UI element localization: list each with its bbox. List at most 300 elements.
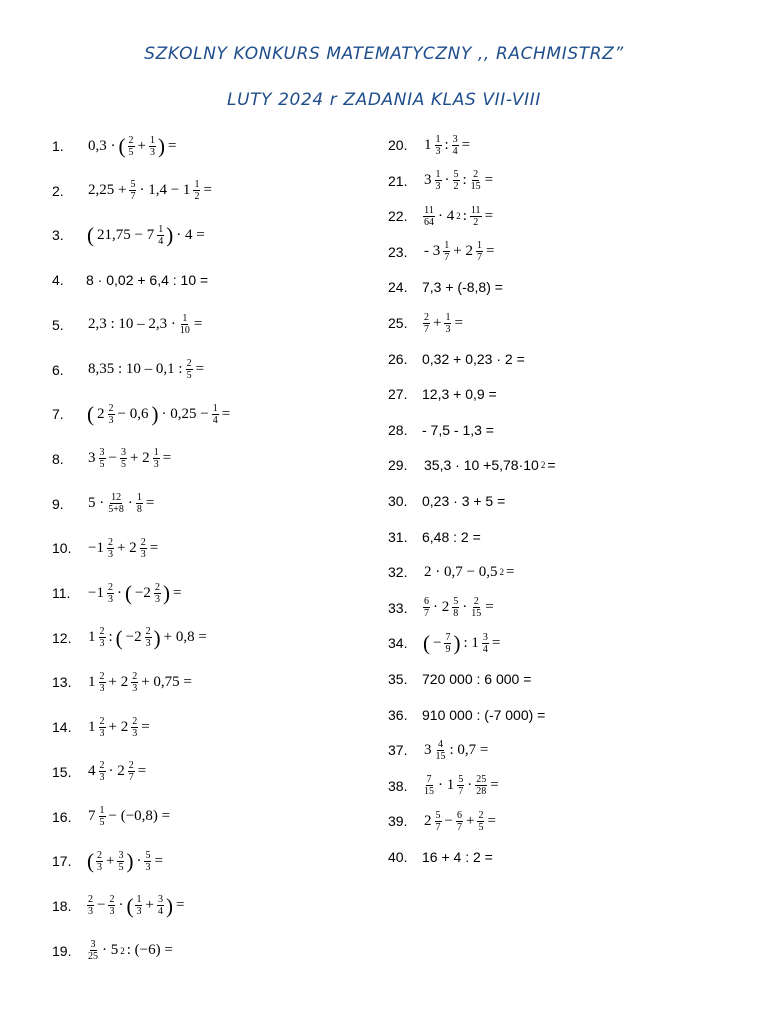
denominator: 3 <box>136 906 142 918</box>
problem-expression <box>422 386 497 402</box>
problem-item <box>52 573 183 613</box>
denominator: 5 <box>99 817 105 828</box>
expression-text: 12,3 + 0,9 = <box>422 386 497 403</box>
problem-item <box>52 484 156 524</box>
expression-part: · 1 <box>438 777 455 794</box>
numerator: 5 <box>458 774 464 786</box>
expression-part: · 2 <box>433 599 450 616</box>
fraction <box>212 403 219 426</box>
fraction <box>145 626 152 649</box>
expression-part: 35,3 · 10 +5,78·10 <box>424 457 539 474</box>
fraction <box>120 447 127 470</box>
expression-part: · 4 = <box>176 226 205 243</box>
expression-part: + <box>137 137 146 154</box>
fraction <box>99 760 106 783</box>
exponent <box>456 211 461 221</box>
fraction <box>87 894 94 917</box>
problem-expression <box>422 774 501 797</box>
expression-part: : 0,7 = <box>449 741 489 758</box>
denominator: 28 <box>476 786 487 798</box>
fraction <box>444 632 451 655</box>
fraction <box>149 135 156 158</box>
problem-item <box>52 528 160 568</box>
problem-number: 32. <box>388 564 408 581</box>
problem-number: 17. <box>52 853 72 870</box>
problem-number: 11. <box>52 585 71 601</box>
numerator: 2 <box>473 596 479 608</box>
problem-number: 23. <box>388 243 408 260</box>
problem-number: 6. <box>52 361 64 378</box>
expression-part: + 2 <box>129 450 150 467</box>
expression-part: : <box>462 207 467 224</box>
fraction <box>423 312 430 335</box>
expression-part: · <box>118 897 124 914</box>
expression-part: + <box>433 314 442 331</box>
problem-item <box>388 588 496 628</box>
expression-part: ( <box>115 625 123 650</box>
expression-part: = <box>487 812 496 829</box>
expression-part: −1 <box>88 584 104 601</box>
numerator: 11 <box>470 204 481 216</box>
expression-part: 3 <box>424 172 432 189</box>
problem-item <box>52 841 165 881</box>
expression-text: 6,48 : 2 = <box>422 528 481 545</box>
problem-expression <box>422 596 496 619</box>
expression-part: 7 <box>88 808 96 824</box>
numerator: 11 <box>424 204 434 216</box>
denominator: 7 <box>444 252 450 264</box>
problem-item <box>388 837 493 877</box>
fraction <box>107 537 114 560</box>
expression-part: 3 <box>88 450 96 467</box>
expression-part: + <box>145 897 154 914</box>
numerator: 1 <box>153 447 159 459</box>
fraction <box>456 810 463 833</box>
expression-part: − <box>433 634 442 651</box>
numerator: 5 <box>145 849 151 861</box>
problem-item <box>388 695 545 735</box>
expression-part: −1 <box>88 539 104 556</box>
expression-part: = <box>461 136 471 153</box>
fraction <box>452 134 459 157</box>
problem-expression <box>86 716 152 739</box>
fraction <box>128 760 135 783</box>
problem-number: 20. <box>388 137 408 153</box>
expression-part: ( <box>118 134 126 158</box>
expression-part: · 4 <box>438 207 455 224</box>
problem-item <box>52 886 186 926</box>
problem-item <box>388 410 494 450</box>
denominator: 10 <box>179 325 190 337</box>
problem-number: 33. <box>388 599 408 616</box>
problem-number: 26. <box>388 350 408 367</box>
fraction <box>435 810 442 833</box>
denominator: 7 <box>128 772 134 784</box>
fraction <box>140 537 147 560</box>
denominator: 7 <box>424 323 429 335</box>
fraction <box>476 240 483 263</box>
expression-part: = <box>145 495 155 512</box>
fraction <box>470 596 482 619</box>
numerator: 1 <box>99 805 105 816</box>
denominator: 15 <box>470 181 481 193</box>
problem-expression <box>422 134 472 157</box>
expression-part: − <box>444 812 453 829</box>
denominator: 15 <box>471 608 482 620</box>
expression-part: ( <box>87 849 94 874</box>
fraction <box>179 313 191 336</box>
expression-part: : <box>462 172 467 189</box>
problem-item <box>388 339 525 379</box>
problem-expression <box>86 850 165 873</box>
numerator: 1 <box>212 402 218 414</box>
denominator: 3 <box>145 861 151 873</box>
fraction <box>108 894 115 917</box>
numerator: 3 <box>482 631 488 643</box>
problem-expression <box>86 358 206 381</box>
problem-number: 10. <box>52 540 72 557</box>
numerator: 3 <box>452 133 458 145</box>
expression-part: = <box>484 172 494 189</box>
problem-number: 18. <box>52 897 72 914</box>
problem-expression <box>422 205 495 228</box>
problem-expression <box>86 272 208 288</box>
denominator: 4 <box>157 906 163 918</box>
denominator: 4 <box>212 414 218 426</box>
problem-number: 25. <box>388 315 408 331</box>
fraction <box>153 447 160 470</box>
fraction <box>135 894 142 917</box>
fraction <box>423 205 435 228</box>
expression-part: · <box>127 495 133 512</box>
fraction <box>99 805 106 828</box>
numerator: 3 <box>118 849 124 861</box>
problem-expression <box>86 135 178 158</box>
expression-part: : 1 <box>463 634 479 651</box>
numerator: 2 <box>154 581 160 593</box>
expression-part: · <box>467 777 473 794</box>
expression-part: ) <box>126 849 134 874</box>
problem-item <box>388 303 465 343</box>
problem-item <box>52 931 175 971</box>
problem-expression <box>422 493 505 509</box>
numerator: 2 <box>99 626 105 638</box>
denominator: 5 <box>128 146 134 158</box>
fraction <box>99 626 106 649</box>
problem-expression <box>86 760 148 783</box>
numerator: 7 <box>426 774 432 786</box>
expression-part: − <box>97 897 106 914</box>
numerator: 2 <box>99 715 105 727</box>
numerator: 2 <box>140 536 146 548</box>
fraction <box>131 716 138 739</box>
problem-item <box>388 766 501 806</box>
numerator: 5 <box>130 179 136 191</box>
expression-part: = <box>172 584 182 601</box>
expression-part: + 0,8 = <box>163 629 207 646</box>
expression-part: ) <box>162 581 170 605</box>
expression-part: + 2 <box>453 243 473 260</box>
expression-part: = <box>162 450 172 467</box>
problem-number: 37. <box>388 742 408 759</box>
problem-number: 29. <box>388 457 408 474</box>
numerator: 25 <box>476 774 487 786</box>
denominator: 3 <box>109 906 115 918</box>
expression-part: = <box>505 563 515 580</box>
expression-part: ) <box>165 893 173 918</box>
expression-part: −2 <box>134 584 151 601</box>
problem-item <box>388 659 531 699</box>
problem-expression <box>86 313 204 336</box>
denominator: 3 <box>435 181 441 193</box>
numerator: 12 <box>111 492 122 504</box>
problem-expression <box>86 805 172 828</box>
fraction <box>107 492 125 515</box>
denominator: 2 <box>473 216 479 228</box>
numerator: 1 <box>182 313 188 325</box>
problem-expression <box>86 939 175 962</box>
numerator: 1 <box>136 492 142 504</box>
denominator: 2 <box>194 191 200 203</box>
fraction <box>128 135 135 158</box>
problem-item <box>52 752 148 792</box>
expression-part: 3 <box>424 741 432 758</box>
denominator: 3 <box>99 682 105 694</box>
problem-number: 2. <box>52 182 64 199</box>
fraction <box>136 492 143 515</box>
denominator: 8 <box>136 504 142 516</box>
denominator: 7 <box>130 191 136 203</box>
denominator: 5+8 <box>108 504 124 516</box>
problem-number: 38. <box>388 777 408 794</box>
page-subtitle: LUTY 2024 r ZADANIA KLAS VII-VIII <box>227 90 541 110</box>
fraction <box>470 169 482 192</box>
problem-number: 12. <box>52 629 72 646</box>
problem-number: 4. <box>52 272 64 289</box>
expression-part: ( <box>126 893 134 918</box>
problem-item <box>388 730 490 770</box>
problem-expression <box>86 626 209 649</box>
expression-part: = <box>167 137 177 154</box>
numerator: 6 <box>456 809 462 821</box>
expression-text: - 7,5 - 1,3 = <box>422 421 494 438</box>
denominator: 64 <box>424 216 434 228</box>
problem-item <box>52 707 152 747</box>
numerator: 3 <box>157 894 163 906</box>
denominator: 3 <box>140 548 146 560</box>
problem-expression <box>422 707 545 723</box>
fraction <box>157 894 164 917</box>
problem-number: 30. <box>388 493 408 509</box>
expression-part: 1 <box>88 629 96 646</box>
expression-part: ) <box>157 134 165 158</box>
problem-number: 35. <box>388 671 408 687</box>
problem-number: 9. <box>52 495 64 512</box>
problem-number: 24. <box>388 279 408 296</box>
problem-expression <box>86 224 207 247</box>
problem-number: 27. <box>388 386 408 403</box>
problem-item <box>388 161 495 201</box>
expression-part: · 2 <box>108 763 125 780</box>
numerator: 1 <box>435 133 441 145</box>
expression-part: = <box>485 599 494 616</box>
expression-part: · <box>116 584 122 601</box>
denominator: 3 <box>132 682 138 694</box>
denominator: 7 <box>476 252 482 264</box>
denominator: 4 <box>158 235 164 247</box>
fraction <box>457 774 464 797</box>
fraction <box>87 939 99 962</box>
page-title: SZKOLNY KONKURS MATEMATYCZNY ,, RACHMISTRZ” <box>144 44 624 64</box>
problem-expression <box>86 537 160 560</box>
problem-number: 1. <box>52 138 64 154</box>
fraction <box>423 774 435 797</box>
denominator: 5 <box>120 459 126 471</box>
fraction <box>423 596 430 619</box>
numerator: 2 <box>99 670 105 682</box>
expression-part: = <box>547 457 556 474</box>
problem-number: 39. <box>388 813 408 830</box>
numerator: 1 <box>444 240 450 252</box>
expression-part: · 0,25 − <box>161 405 209 422</box>
problem-expression <box>86 492 156 515</box>
problem-expression <box>422 632 502 655</box>
expression-part: ( <box>87 402 94 427</box>
denominator: 3 <box>153 459 159 471</box>
expression-part: = <box>484 207 494 224</box>
numerator: 1 <box>476 240 482 252</box>
numerator: 1 <box>136 894 142 906</box>
expression-part: : <box>108 629 113 646</box>
denominator: 7 <box>456 821 462 833</box>
fraction <box>117 850 124 873</box>
expression-part: 2,3 : 10 – 2,3 · <box>88 316 176 333</box>
problem-expression <box>422 279 503 295</box>
numerator: 2 <box>107 581 113 593</box>
problem-number: 13. <box>52 674 72 691</box>
expression-part: 2 <box>97 405 105 422</box>
expression-part: = <box>195 361 205 377</box>
numerator: 2 <box>108 402 114 414</box>
denominator: 3 <box>99 772 105 784</box>
numerator: 2 <box>97 849 102 861</box>
denominator: 3 <box>154 593 160 605</box>
problem-item <box>388 374 497 414</box>
denominator: 3 <box>99 727 105 739</box>
problem-expression <box>86 403 232 426</box>
expression-part: + 0,75 = <box>141 673 192 690</box>
numerator: 1 <box>194 179 200 191</box>
problem-item <box>52 171 214 211</box>
denominator: 3 <box>99 638 105 650</box>
expression-part: 2 · 0,7 − 0,5 <box>424 563 498 580</box>
expression-part: − (−0,8) = <box>108 808 171 824</box>
problem-expression <box>86 179 214 202</box>
denominator: 15 <box>424 786 434 798</box>
expression-part: + <box>465 812 475 829</box>
problem-number: 21. <box>388 172 408 189</box>
denominator: 4 <box>482 643 488 655</box>
problem-item <box>52 662 194 702</box>
problem-number: 15. <box>52 763 72 780</box>
problem-item <box>388 481 505 521</box>
expression-part: = <box>490 777 499 794</box>
denominator: 25 <box>88 951 98 963</box>
expression-part: = <box>175 897 185 914</box>
fraction <box>453 169 460 192</box>
expression-text: 720 000 : 6 000 = <box>422 671 532 687</box>
expression-text: 910 000 : (-7 000) = <box>422 706 546 723</box>
problem-expression <box>422 351 525 367</box>
denominator: 5 <box>99 459 105 471</box>
problem-number: 7. <box>52 406 64 423</box>
fraction <box>435 739 447 762</box>
fraction <box>477 810 484 833</box>
problem-number: 14. <box>52 719 72 736</box>
denominator: 5 <box>118 861 124 873</box>
expression-part: ( <box>124 581 132 605</box>
expression-part: 5 · <box>88 495 105 512</box>
problem-expression <box>422 810 498 833</box>
expression-part: · <box>462 599 468 616</box>
denominator: 3 <box>145 638 151 650</box>
expression-part: + 2 <box>108 718 129 735</box>
denominator: 3 <box>445 323 451 335</box>
problem-item <box>52 215 207 255</box>
denominator: 4 <box>452 145 458 157</box>
problem-item <box>52 350 206 390</box>
fraction <box>444 312 451 335</box>
expression-part: = <box>137 763 147 780</box>
numerator: 3 <box>90 939 96 951</box>
problem-item <box>52 797 172 837</box>
fraction <box>131 671 138 694</box>
fraction <box>443 240 450 263</box>
expression-part: 2 <box>499 567 504 578</box>
problem-expression <box>86 582 183 605</box>
problem-number: 19. <box>52 942 72 959</box>
problem-expression <box>86 447 173 470</box>
denominator: 5 <box>186 370 192 381</box>
problem-number: 8. <box>52 450 64 467</box>
denominator: 3 <box>435 145 441 157</box>
denominator: 3 <box>132 727 138 739</box>
denominator: 3 <box>88 906 93 918</box>
fraction <box>435 134 442 157</box>
problem-expression <box>422 457 558 473</box>
fraction <box>129 179 136 202</box>
numerator: 7 <box>445 631 451 643</box>
problem-number: 31. <box>388 528 408 545</box>
fraction <box>435 169 442 192</box>
denominator: 7 <box>424 608 429 620</box>
expression-part: · 5 <box>102 942 119 959</box>
problem-item <box>388 552 516 592</box>
numerator: 2 <box>132 715 138 727</box>
fraction <box>96 850 103 873</box>
problem-item <box>388 125 472 165</box>
problem-item <box>52 439 173 479</box>
numerator: 2 <box>145 626 151 638</box>
expression-part: ) <box>453 631 461 656</box>
problem-number: 22. <box>388 208 408 225</box>
problem-number: 40. <box>388 849 408 865</box>
problem-item <box>52 305 204 345</box>
expression-part: = <box>154 852 163 869</box>
expression-part: 21,75 − 7 <box>97 226 155 243</box>
expression-part: · 1,4 − 1 <box>139 182 191 199</box>
fraction <box>99 447 106 470</box>
